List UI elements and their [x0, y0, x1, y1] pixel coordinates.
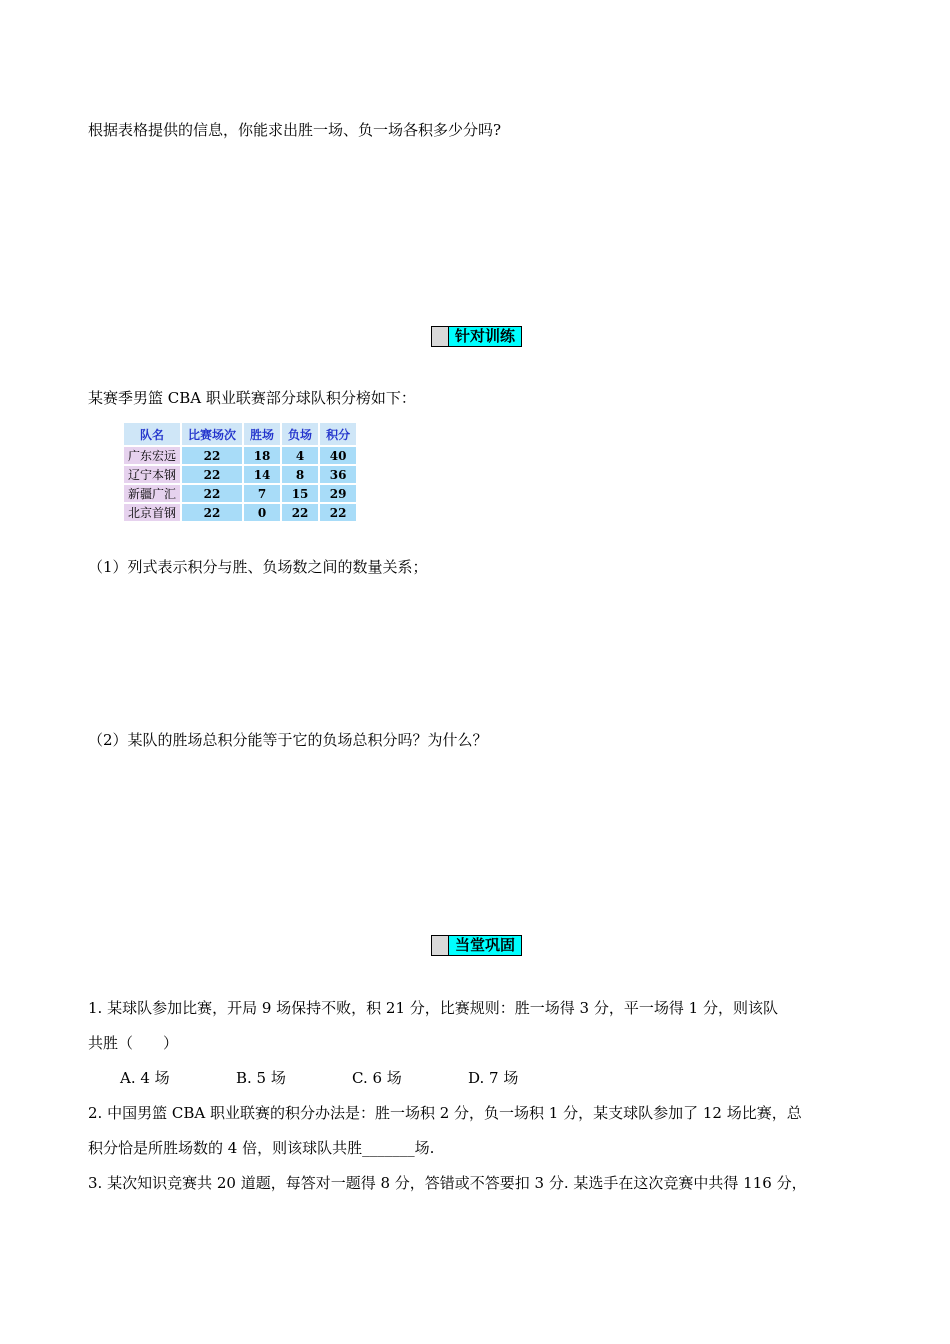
option-d: D. 7 场: [468, 1069, 519, 1087]
wins-cell: 18: [244, 447, 280, 464]
team-name: 新疆广汇: [124, 485, 180, 502]
games-cell: 22: [182, 485, 242, 502]
table-row: [124, 504, 356, 521]
team-name: 北京首钢: [124, 504, 180, 521]
problem-2-text: 2. 中国男篮 CBA 职业联赛的积分办法是：胜一场积 2 分，负一场积 1 分，某支球队参加了 12 场比赛，总: [88, 1104, 802, 1122]
problem-1-options: [120, 1067, 584, 1088]
table-row: [124, 447, 356, 464]
games-cell: 22: [182, 447, 242, 464]
losses-cell: 8: [282, 466, 318, 483]
games-cell: 22: [182, 504, 242, 521]
problem-1-text-cont: 共胜（ ）: [88, 1034, 179, 1052]
section-heading-consolidation: [431, 935, 522, 956]
table-row: [124, 466, 356, 483]
losses-cell: 15: [282, 485, 318, 502]
problem-3-text: 3. 某次知识竞赛共 20 道题，每答对一题得 8 分，答错或不答要扣 3 分. 某选手在这次竞赛中共得 116 分，: [88, 1174, 807, 1192]
table-header-row: [124, 423, 356, 445]
section-heading-practice: [431, 326, 522, 347]
header-wins: 胜场: [244, 423, 280, 445]
header-games: 比赛场次: [182, 423, 242, 445]
intro-question: 根据表格提供的信息，你能求出胜一场、负一场各积多少分吗?: [88, 121, 502, 139]
section-marker: [432, 936, 449, 955]
table-row: [124, 485, 356, 502]
problem-2-text-cont: 积分恰是所胜场数的 4 倍，则该球队共胜_______场.: [88, 1139, 435, 1157]
wins-cell: 7: [244, 485, 280, 502]
section-marker: [432, 327, 449, 346]
problem-1-text: 1. 某球队参加比赛，开局 9 场保持不败，积 21 分，比赛规则：胜一场得 3 分，平一场得 1 分，则该队: [88, 999, 778, 1017]
cba-intro: 某赛季男篮 CBA 职业联赛部分球队积分榜如下：: [88, 389, 416, 407]
points-cell: 22: [320, 504, 356, 521]
losses-cell: 4: [282, 447, 318, 464]
option-b: B. 5 场: [236, 1069, 286, 1087]
section-title: 针对训练: [449, 327, 521, 346]
losses-cell: 22: [282, 504, 318, 521]
option-a: A. 4 场: [120, 1069, 170, 1087]
points-cell: 40: [320, 447, 356, 464]
standings-table: [122, 421, 358, 523]
team-name: 辽宁本钢: [124, 466, 180, 483]
games-cell: 22: [182, 466, 242, 483]
wins-cell: 0: [244, 504, 280, 521]
section-title: 当堂巩固: [449, 936, 521, 955]
team-name: 广东宏远: [124, 447, 180, 464]
header-points: 积分: [320, 423, 356, 445]
points-cell: 36: [320, 466, 356, 483]
wins-cell: 14: [244, 466, 280, 483]
question-1: （1）列式表示积分与胜、负场数之间的数量关系；: [88, 558, 428, 576]
header-losses: 负场: [282, 423, 318, 445]
header-team: 队名: [124, 423, 180, 445]
points-cell: 29: [320, 485, 356, 502]
option-c: C. 6 场: [352, 1069, 402, 1087]
question-2: （2）某队的胜场总积分能等于它的负场总积分吗？为什么？: [88, 731, 488, 749]
